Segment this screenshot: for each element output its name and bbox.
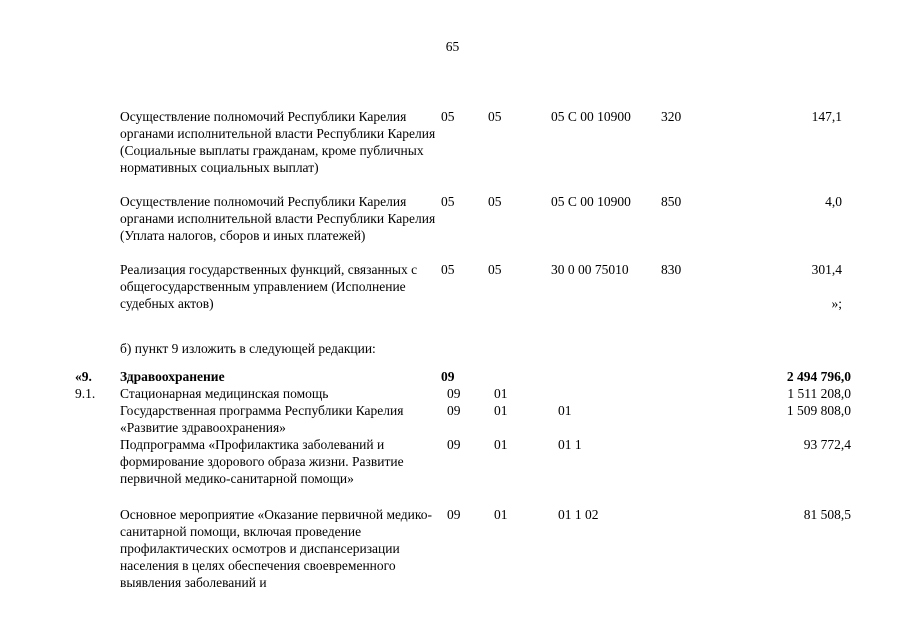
row-name: Государственная программа Республики Карелия «Развитие здравоохранения» xyxy=(120,403,404,435)
row-section: 05 xyxy=(441,109,455,124)
row-target-item: 05 С 00 10900 xyxy=(551,109,631,124)
row-amount: 301,4 xyxy=(811,262,842,277)
row-subsection: 05 xyxy=(488,262,502,277)
row-amount: 81 508,5 xyxy=(803,507,851,522)
row-name: Подпрограмма «Профилактика заболеваний и формирование здорового образа жизни. Развитие первичной медико-санитарной помощи» xyxy=(120,437,404,486)
closing-quote: »; xyxy=(831,296,842,311)
row-section: 09 xyxy=(447,437,461,452)
row-subsection: 05 xyxy=(488,194,502,209)
row-subsection: 05 xyxy=(488,109,502,124)
row-name: Стационарная медицинская помощь xyxy=(120,386,329,401)
row-amount: 93 772,4 xyxy=(803,437,851,452)
row-name: Основное мероприятие «Оказание первичной медико-санитарной помощи, включая проведение профилактических осмотров и диспансеризации населения в целях обеспечения своевременного выявления заболеваний и xyxy=(120,507,433,590)
row-number: «9. xyxy=(75,369,92,384)
row-amount: 1 509 808,0 xyxy=(786,403,851,418)
row-target-item: 05 С 00 10900 xyxy=(551,194,631,209)
row-section: 09 xyxy=(447,403,461,418)
row-target-item: 01 1 02 xyxy=(558,507,599,522)
row-subsection: 01 xyxy=(494,403,508,418)
page-number: 65 xyxy=(445,39,460,54)
row-target-item: 30 0 00 75010 xyxy=(551,262,629,277)
amendment-instruction: б) пункт 9 изложить в следующей редакции: xyxy=(120,341,376,356)
row-amount: 4,0 xyxy=(825,194,842,209)
row-section: 09 xyxy=(447,386,461,401)
row-section: 09 xyxy=(447,507,461,522)
row-name: Реализация государственных функций, связанных с общегосударственным управлением (Исполнение судебных актов) xyxy=(120,262,418,311)
row-target-item: 01 1 xyxy=(558,437,582,452)
row-amount: 147,1 xyxy=(811,109,842,124)
row-name: Осуществление полномочий Республики Карелия органами исполнительной власти Республики Карелия (Социальные выплаты гражданам, кроме публичных нормативных социальных выплат) xyxy=(120,109,436,175)
row-amount: 2 494 796,0 xyxy=(786,369,851,384)
row-number: 9.1. xyxy=(75,386,96,401)
row-section: 05 xyxy=(441,262,455,277)
row-section: 05 xyxy=(441,194,455,209)
row-name: Здравоохранение xyxy=(120,369,225,384)
row-expense-type: 320 xyxy=(661,109,682,124)
row-subsection: 01 xyxy=(494,507,508,522)
row-section: 09 xyxy=(441,369,455,384)
row-expense-type: 830 xyxy=(661,262,682,277)
row-subsection: 01 xyxy=(494,386,508,401)
row-target-item: 01 xyxy=(558,403,572,418)
row-subsection: 01 xyxy=(494,437,508,452)
row-name: Осуществление полномочий Республики Карелия органами исполнительной власти Республики Карелия (Уплата налогов, сборов и иных платежей) xyxy=(120,194,436,243)
row-expense-type: 850 xyxy=(661,194,682,209)
row-amount: 1 511 208,0 xyxy=(787,386,851,401)
